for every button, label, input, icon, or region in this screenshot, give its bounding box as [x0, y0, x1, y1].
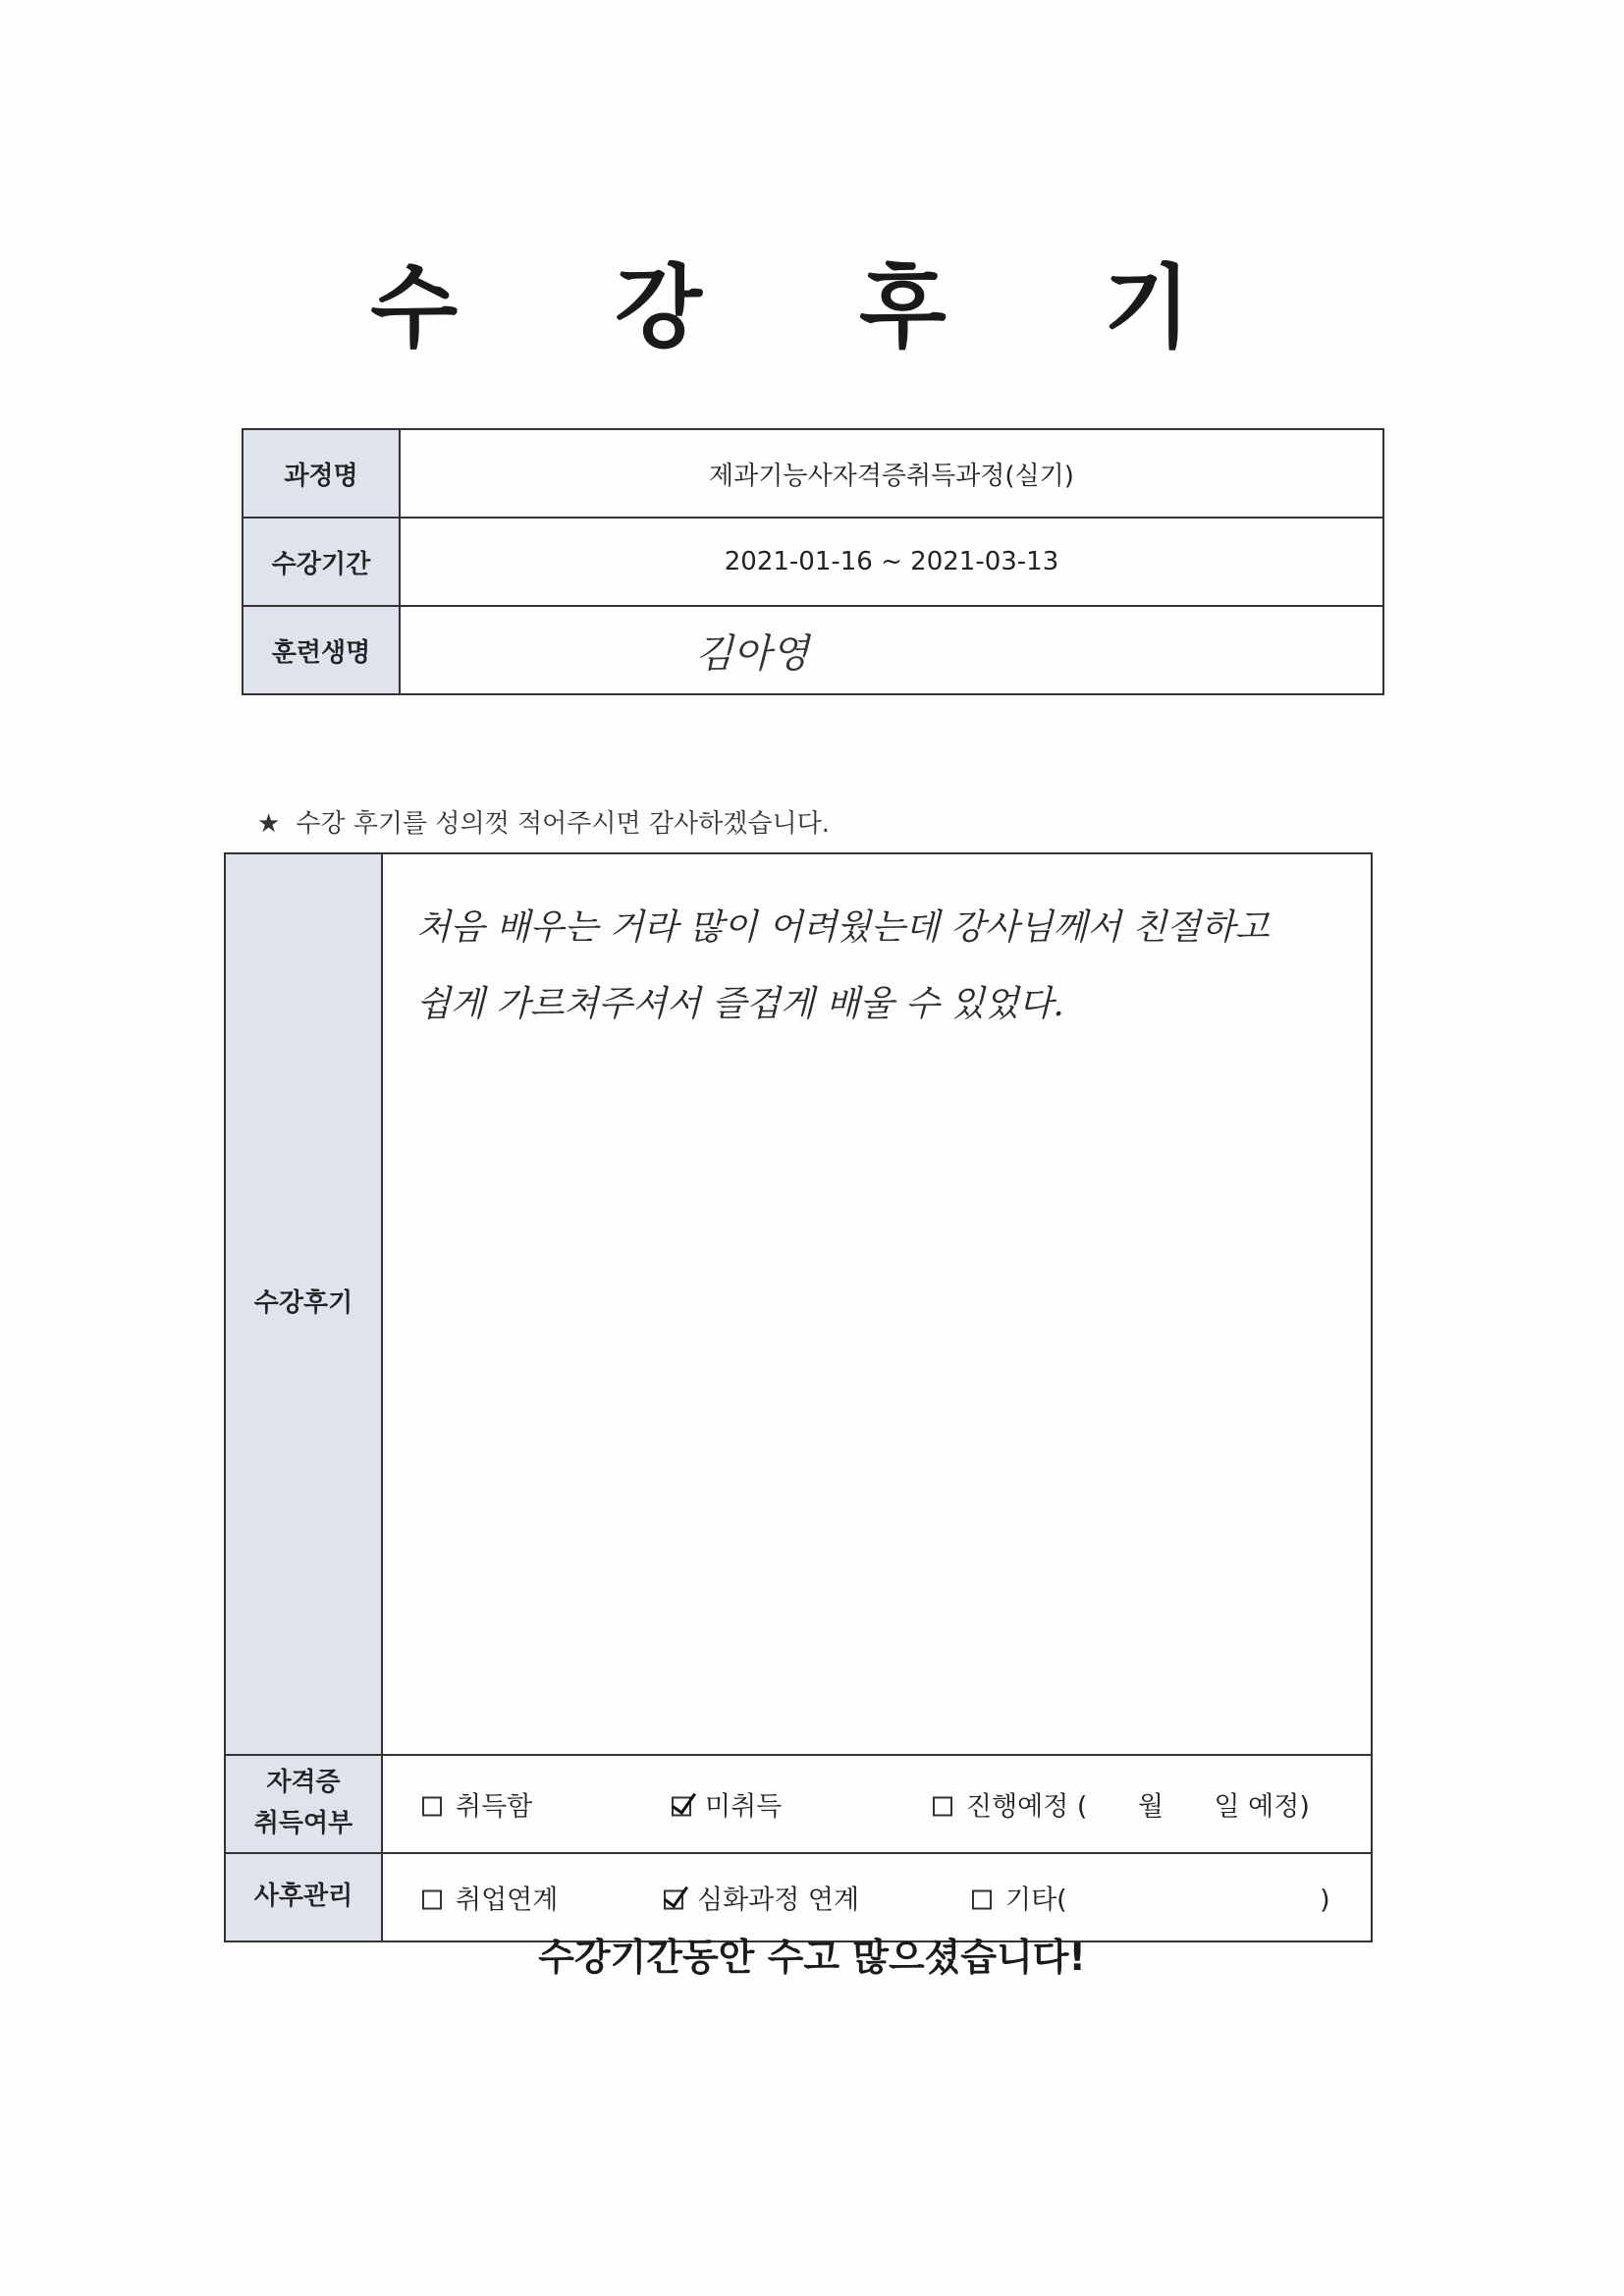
review-line-1: 처음 배우는 거라 많이 어려웠는데 강사님께서 친절하고 — [416, 907, 1270, 948]
star-icon: ★ — [257, 809, 281, 839]
page-title: 수 강 후 기 — [370, 255, 1254, 360]
followup-label: 사후관리 — [225, 1853, 382, 1941]
certification-label-line-2: 취득여부 — [253, 1809, 353, 1838]
checkbox-icon[interactable] — [422, 1890, 442, 1910]
review-text-area — [382, 853, 1372, 1755]
certification-row — [225, 1755, 1372, 1853]
option-not-acquired[interactable] — [672, 1785, 782, 1824]
trainee-label: 훈련생명 — [243, 606, 400, 694]
review-label: 수강후기 — [225, 853, 382, 1755]
option-label: 취득함 — [456, 1791, 533, 1823]
checkbox-icon[interactable] — [422, 1797, 442, 1817]
review-line-2: 쉽게 가르쳐주셔서 즐겁게 배울 수 있었다. — [416, 984, 1064, 1024]
course-value: 제과기능사자격증취득과정(실기) — [400, 429, 1383, 518]
course-info-table — [242, 428, 1384, 695]
option-acquired[interactable] — [422, 1785, 532, 1824]
option-scheduled[interactable] — [933, 1785, 1310, 1824]
checkbox-icon[interactable] — [972, 1890, 992, 1910]
trainee-name: 김아영 — [400, 606, 1383, 694]
course-label: 과정명 — [243, 429, 400, 518]
instruction-note — [257, 803, 830, 840]
option-other[interactable] — [972, 1879, 1330, 1917]
option-label: 진행예정 ( 월 일 예정) — [966, 1791, 1310, 1823]
checkbox-icon[interactable] — [933, 1797, 952, 1817]
option-label: 미취득 — [705, 1791, 783, 1823]
trainee-row — [243, 606, 1383, 694]
certification-options — [382, 1755, 1372, 1853]
review-table — [224, 852, 1373, 1942]
period-row — [243, 518, 1383, 606]
course-row — [243, 429, 1383, 518]
closing-message: 수강기간동안 수고 많으셨습니다! — [538, 1936, 1086, 1979]
certification-label — [225, 1755, 382, 1853]
instruction-text: 수강 후기를 성의껏 적어주시면 감사하겠습니다. — [296, 809, 830, 839]
option-label: 취업연계 — [456, 1885, 559, 1916]
period-value: 2021-01-16 ~ 2021-03-13 — [400, 518, 1383, 606]
checked-checkbox-icon[interactable] — [664, 1890, 683, 1910]
period-label: 수강기간 — [243, 518, 400, 606]
review-row — [225, 853, 1372, 1755]
option-advanced-course[interactable] — [664, 1879, 859, 1917]
certification-label-line-1: 자격증 — [266, 1768, 341, 1798]
checked-checkbox-icon[interactable] — [672, 1797, 691, 1817]
option-job-placement[interactable] — [422, 1879, 558, 1917]
option-label: 기타( ) — [1005, 1885, 1330, 1916]
option-label: 심화과정 연계 — [697, 1885, 860, 1916]
